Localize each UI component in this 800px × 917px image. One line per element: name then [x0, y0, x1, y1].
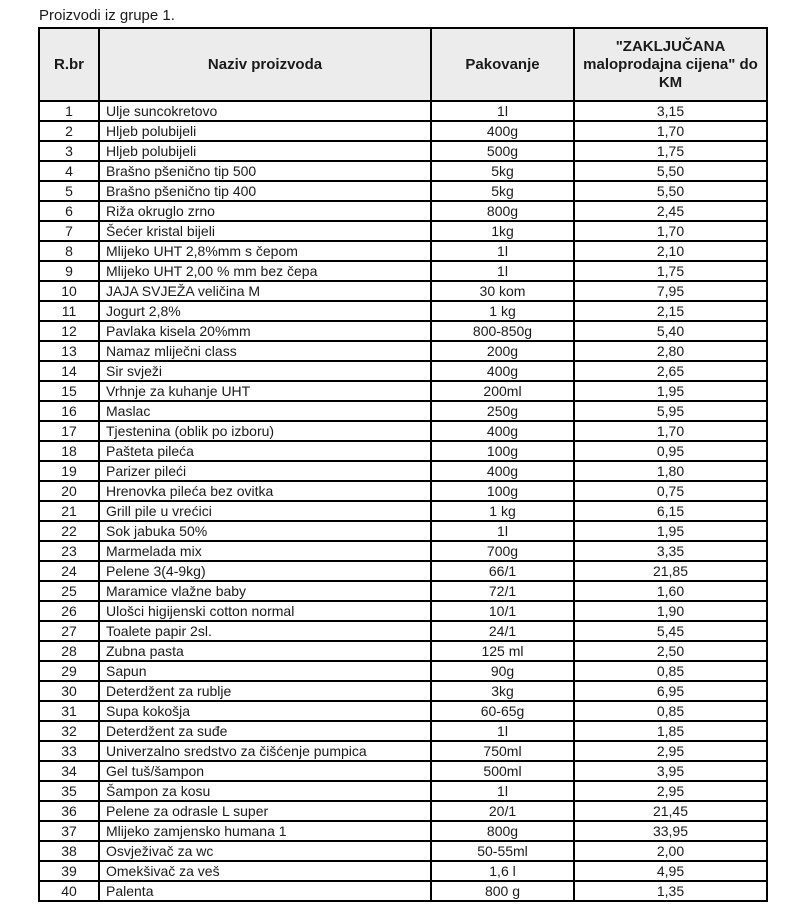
table-row — [39, 361, 767, 381]
cell-rbr: 2 — [39, 121, 99, 141]
cell-rbr: 30 — [39, 681, 99, 701]
cell-rbr: 17 — [39, 421, 99, 441]
cell-naziv-proizvoda: Sok jabuka 50% — [99, 521, 431, 541]
cell-rbr: 1 — [39, 101, 99, 121]
cell-cijena: 2,00 — [574, 841, 767, 861]
table-row — [39, 581, 767, 601]
cell-pakovanje: 1 kg — [431, 301, 574, 321]
cell-rbr: 37 — [39, 821, 99, 841]
cell-pakovanje: 800g — [431, 821, 574, 841]
cell-rbr: 3 — [39, 141, 99, 161]
cell-naziv-proizvoda: Grill pile u vrećici — [99, 501, 431, 521]
cell-naziv-proizvoda: Mlijeko zamjensko humana 1 — [99, 821, 431, 841]
table-row — [39, 521, 767, 541]
table-row — [39, 281, 767, 301]
cell-pakovanje: 72/1 — [431, 581, 574, 601]
cell-naziv-proizvoda: Parizer pileći — [99, 461, 431, 481]
cell-cijena: 6,95 — [574, 681, 767, 701]
table-row — [39, 461, 767, 481]
cell-naziv-proizvoda: Šećer kristal bijeli — [99, 221, 431, 241]
cell-cijena: 33,95 — [574, 821, 767, 841]
cell-pakovanje: 20/1 — [431, 801, 574, 821]
table-row — [39, 841, 767, 861]
cell-pakovanje: 66/1 — [431, 561, 574, 581]
cell-pakovanje: 800-850g — [431, 321, 574, 341]
cell-naziv-proizvoda: Ulošci higijenski cotton normal — [99, 601, 431, 621]
cell-cijena: 5,50 — [574, 161, 767, 181]
cell-cijena: 1,80 — [574, 461, 767, 481]
table-row — [39, 741, 767, 761]
table-row — [39, 201, 767, 221]
cell-pakovanje: 100g — [431, 441, 574, 461]
cell-naziv-proizvoda: Brašno pšenično tip 500 — [99, 161, 431, 181]
cell-rbr: 24 — [39, 561, 99, 581]
cell-rbr: 9 — [39, 261, 99, 281]
cell-rbr: 32 — [39, 721, 99, 741]
cell-rbr: 14 — [39, 361, 99, 381]
cell-cijena: 3,15 — [574, 101, 767, 121]
cell-naziv-proizvoda: Tjestenina (oblik po izboru) — [99, 421, 431, 441]
cell-rbr: 6 — [39, 201, 99, 221]
cell-rbr: 26 — [39, 601, 99, 621]
cell-rbr: 34 — [39, 761, 99, 781]
cell-naziv-proizvoda: Zubna pasta — [99, 641, 431, 661]
cell-rbr: 16 — [39, 401, 99, 421]
cell-pakovanje: 1l — [431, 241, 574, 261]
cell-rbr: 20 — [39, 481, 99, 501]
products-table — [38, 27, 768, 902]
cell-rbr: 36 — [39, 801, 99, 821]
cell-naziv-proizvoda: Omekšivač za veš — [99, 861, 431, 881]
cell-rbr: 23 — [39, 541, 99, 561]
cell-pakovanje: 400g — [431, 361, 574, 381]
cell-naziv-proizvoda: Pelene za odrasle L super — [99, 801, 431, 821]
cell-rbr: 33 — [39, 741, 99, 761]
cell-cijena: 1,35 — [574, 881, 767, 901]
cell-cijena: 0,75 — [574, 481, 767, 501]
table-row — [39, 441, 767, 461]
cell-rbr: 31 — [39, 701, 99, 721]
table-row — [39, 821, 767, 841]
cell-cijena: 1,70 — [574, 221, 767, 241]
cell-cijena: 7,95 — [574, 281, 767, 301]
table-row — [39, 121, 767, 141]
cell-naziv-proizvoda: Pašteta pileća — [99, 441, 431, 461]
cell-rbr: 5 — [39, 181, 99, 201]
cell-pakovanje: 5kg — [431, 181, 574, 201]
cell-naziv-proizvoda: Maramice vlažne baby — [99, 581, 431, 601]
cell-pakovanje: 200g — [431, 341, 574, 361]
table-row — [39, 321, 767, 341]
cell-naziv-proizvoda: Hljeb polubijeli — [99, 121, 431, 141]
cell-cijena: 21,85 — [574, 561, 767, 581]
cell-naziv-proizvoda: Mlijeko UHT 2,00 % mm bez čepa — [99, 261, 431, 281]
cell-rbr: 10 — [39, 281, 99, 301]
cell-naziv-proizvoda: Deterdžent za rublje — [99, 681, 431, 701]
cell-pakovanje: 3kg — [431, 681, 574, 701]
cell-cijena: 6,15 — [574, 501, 767, 521]
cell-rbr: 29 — [39, 661, 99, 681]
table-row — [39, 601, 767, 621]
table-row — [39, 781, 767, 801]
cell-pakovanje: 500ml — [431, 761, 574, 781]
cell-naziv-proizvoda: Maslac — [99, 401, 431, 421]
cell-cijena: 5,40 — [574, 321, 767, 341]
cell-naziv-proizvoda: Supa kokošja — [99, 701, 431, 721]
cell-cijena: 2,95 — [574, 741, 767, 761]
table-row — [39, 301, 767, 321]
cell-pakovanje: 5kg — [431, 161, 574, 181]
cell-naziv-proizvoda: Namaz mliječni class — [99, 341, 431, 361]
cell-pakovanje: 400g — [431, 421, 574, 441]
cell-rbr: 8 — [39, 241, 99, 261]
table-row — [39, 181, 767, 201]
cell-rbr: 35 — [39, 781, 99, 801]
cell-pakovanje: 10/1 — [431, 601, 574, 621]
cell-cijena: 2,80 — [574, 341, 767, 361]
cell-naziv-proizvoda: Brašno pšenično tip 400 — [99, 181, 431, 201]
cell-rbr: 12 — [39, 321, 99, 341]
cell-pakovanje: 60-65g — [431, 701, 574, 721]
cell-cijena: 0,95 — [574, 441, 767, 461]
cell-cijena: 1,85 — [574, 721, 767, 741]
cell-rbr: 27 — [39, 621, 99, 641]
cell-cijena: 2,45 — [574, 201, 767, 221]
cell-cijena: 2,15 — [574, 301, 767, 321]
cell-pakovanje: 1l — [431, 261, 574, 281]
cell-naziv-proizvoda: Hljeb polubijeli — [99, 141, 431, 161]
table-row — [39, 561, 767, 581]
table-row — [39, 861, 767, 881]
cell-rbr: 18 — [39, 441, 99, 461]
cell-cijena: 2,50 — [574, 641, 767, 661]
cell-cijena: 4,95 — [574, 861, 767, 881]
cell-naziv-proizvoda: Osvježivač za wc — [99, 841, 431, 861]
cell-pakovanje: 400g — [431, 121, 574, 141]
table-row — [39, 101, 767, 121]
cell-pakovanje: 1l — [431, 721, 574, 741]
page-title: Proizvodi iz grupe 1. — [39, 7, 175, 24]
cell-naziv-proizvoda: Riža okruglo zrno — [99, 201, 431, 221]
cell-rbr: 21 — [39, 501, 99, 521]
cell-naziv-proizvoda: Pavlaka kisela 20%mm — [99, 321, 431, 341]
table-row — [39, 141, 767, 161]
cell-rbr: 28 — [39, 641, 99, 661]
table-row — [39, 621, 767, 641]
cell-pakovanje: 1l — [431, 781, 574, 801]
table-row — [39, 381, 767, 401]
cell-cijena: 5,50 — [574, 181, 767, 201]
cell-rbr: 11 — [39, 301, 99, 321]
cell-rbr: 22 — [39, 521, 99, 541]
cell-pakovanje: 700g — [431, 541, 574, 561]
table-row — [39, 261, 767, 281]
table-row — [39, 881, 767, 901]
cell-pakovanje: 100g — [431, 481, 574, 501]
cell-pakovanje: 250g — [431, 401, 574, 421]
cell-pakovanje: 750ml — [431, 741, 574, 761]
cell-cijena: 1,95 — [574, 381, 767, 401]
cell-naziv-proizvoda: Hrenovka pileća bez ovitka — [99, 481, 431, 501]
table-row — [39, 401, 767, 421]
table-row — [39, 761, 767, 781]
cell-pakovanje: 50-55ml — [431, 841, 574, 861]
cell-pakovanje: 500g — [431, 141, 574, 161]
column-header-cijena: "ZAKLJUČANA maloprodajna cijena" do KM — [574, 28, 767, 101]
table-row — [39, 721, 767, 741]
table-row — [39, 701, 767, 721]
cell-rbr: 25 — [39, 581, 99, 601]
table-row — [39, 501, 767, 521]
table-row — [39, 481, 767, 501]
column-header-naziv-proizvoda: Naziv proizvoda — [99, 28, 431, 101]
cell-rbr: 13 — [39, 341, 99, 361]
table-row — [39, 661, 767, 681]
cell-cijena: 0,85 — [574, 661, 767, 681]
cell-rbr: 40 — [39, 881, 99, 901]
cell-pakovanje: 30 kom — [431, 281, 574, 301]
cell-cijena: 3,35 — [574, 541, 767, 561]
cell-rbr: 19 — [39, 461, 99, 481]
cell-cijena: 2,65 — [574, 361, 767, 381]
cell-naziv-proizvoda: Mlijeko UHT 2,8%mm s čepom — [99, 241, 431, 261]
table-header-row — [39, 28, 767, 101]
cell-cijena: 3,95 — [574, 761, 767, 781]
cell-naziv-proizvoda: Pelene 3(4-9kg) — [99, 561, 431, 581]
cell-cijena: 1,70 — [574, 121, 767, 141]
column-header-pakovanje: Pakovanje — [431, 28, 574, 101]
cell-pakovanje: 125 ml — [431, 641, 574, 661]
cell-pakovanje: 800g — [431, 201, 574, 221]
cell-cijena: 1,75 — [574, 261, 767, 281]
cell-cijena: 2,95 — [574, 781, 767, 801]
cell-cijena: 1,60 — [574, 581, 767, 601]
cell-rbr: 38 — [39, 841, 99, 861]
table-row — [39, 241, 767, 261]
cell-cijena: 1,75 — [574, 141, 767, 161]
cell-pakovanje: 200ml — [431, 381, 574, 401]
table-row — [39, 341, 767, 361]
column-header-rbr: R.br — [39, 28, 99, 101]
table-row — [39, 541, 767, 561]
cell-naziv-proizvoda: Toalete papir 2sl. — [99, 621, 431, 641]
cell-naziv-proizvoda: Palenta — [99, 881, 431, 901]
cell-naziv-proizvoda: Gel tuš/šampon — [99, 761, 431, 781]
cell-naziv-proizvoda: JAJA SVJEŽA veličina M — [99, 281, 431, 301]
cell-pakovanje: 1l — [431, 521, 574, 541]
cell-naziv-proizvoda: Vrhnje za kuhanje UHT — [99, 381, 431, 401]
cell-pakovanje: 800 g — [431, 881, 574, 901]
cell-cijena: 5,95 — [574, 401, 767, 421]
cell-pakovanje: 1l — [431, 101, 574, 121]
cell-cijena: 5,45 — [574, 621, 767, 641]
table-body — [39, 101, 767, 901]
cell-rbr: 7 — [39, 221, 99, 241]
cell-naziv-proizvoda: Deterdžent za suđe — [99, 721, 431, 741]
cell-rbr: 4 — [39, 161, 99, 181]
cell-cijena: 1,90 — [574, 601, 767, 621]
cell-pakovanje: 400g — [431, 461, 574, 481]
cell-pakovanje: 24/1 — [431, 621, 574, 641]
cell-cijena: 21,45 — [574, 801, 767, 821]
cell-cijena: 1,70 — [574, 421, 767, 441]
cell-pakovanje: 1 kg — [431, 501, 574, 521]
cell-rbr: 15 — [39, 381, 99, 401]
cell-pakovanje: 1kg — [431, 221, 574, 241]
cell-naziv-proizvoda: Ulje suncokretovo — [99, 101, 431, 121]
cell-rbr: 39 — [39, 861, 99, 881]
table-row — [39, 801, 767, 821]
table-row — [39, 421, 767, 441]
cell-pakovanje: 1,6 l — [431, 861, 574, 881]
table-row — [39, 161, 767, 181]
table-row — [39, 641, 767, 661]
cell-naziv-proizvoda: Šampon za kosu — [99, 781, 431, 801]
cell-naziv-proizvoda: Jogurt 2,8% — [99, 301, 431, 321]
cell-cijena: 2,10 — [574, 241, 767, 261]
cell-naziv-proizvoda: Marmelada mix — [99, 541, 431, 561]
table-row — [39, 681, 767, 701]
cell-naziv-proizvoda: Sapun — [99, 661, 431, 681]
table-row — [39, 221, 767, 241]
cell-naziv-proizvoda: Sir svježi — [99, 361, 431, 381]
cell-naziv-proizvoda: Univerzalno sredstvo za čišćenje pumpica — [99, 741, 431, 761]
cell-cijena: 1,95 — [574, 521, 767, 541]
cell-pakovanje: 90g — [431, 661, 574, 681]
cell-cijena: 0,85 — [574, 701, 767, 721]
